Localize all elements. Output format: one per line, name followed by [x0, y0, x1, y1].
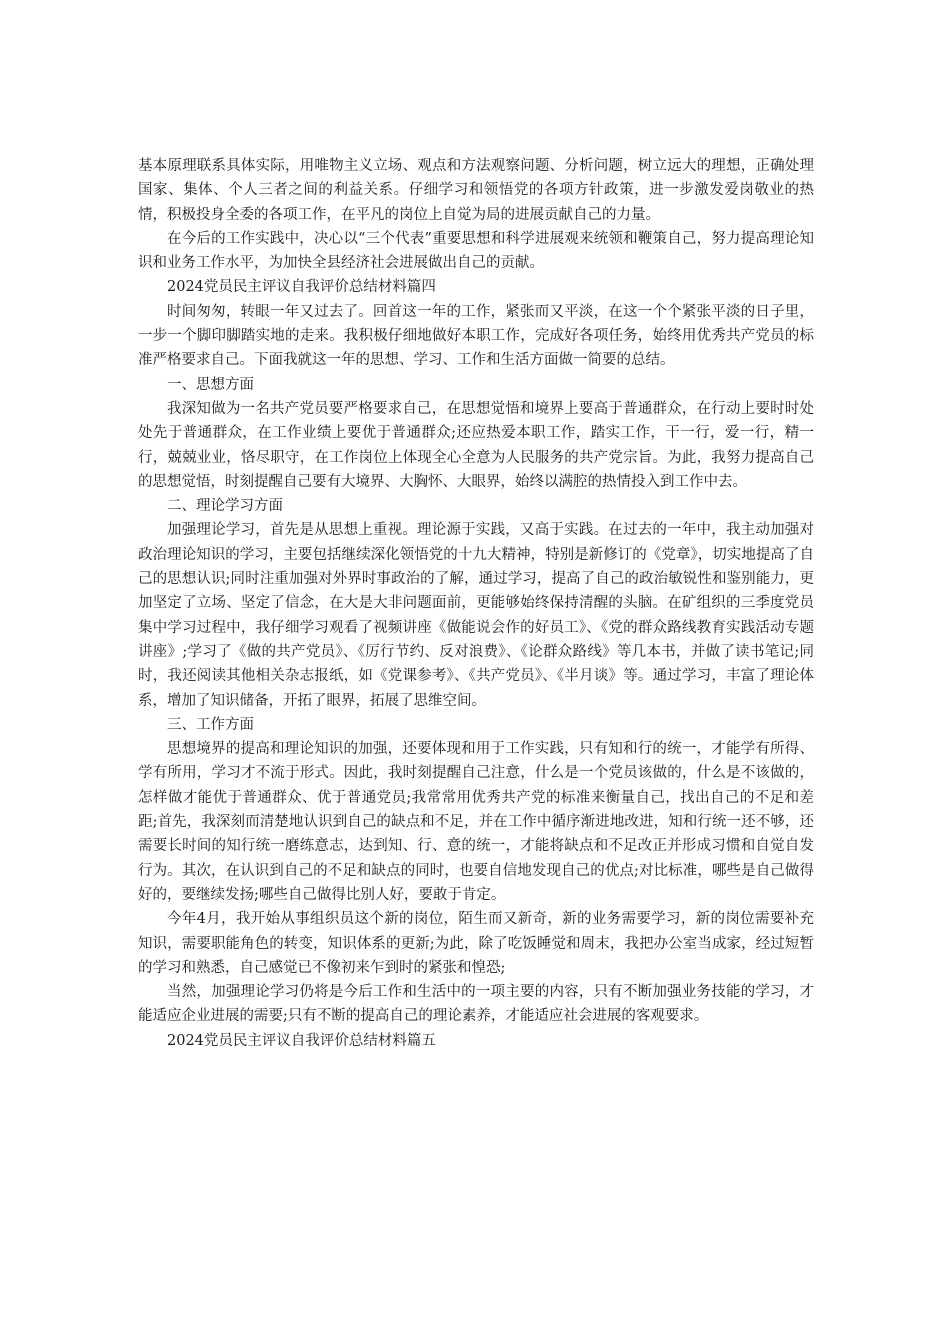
heading-work: 三、工作方面 [167, 716, 254, 733]
paragraph-continuation: 基本原理联系具体实际，用唯物主义立场、观点和方法观察问题、分析问题，树立远大的理想，正确处理国家、集体、个人三者之间的利益关系。仔细学习和领悟党的各项方针政策，进一步激发爱岗敬业的热情，积极投身全委的各项工作，在平凡的岗位上自觉为局的进展贡献自己的力量。 [138, 158, 814, 223]
section-title-part-five: 2024党员民主评议自我评价总结材料篇五 [167, 1032, 436, 1049]
paragraph-intro: 时间匆匆，转眼一年又过去了。回首这一年的工作，紧张而又平淡，在这一个个紧张平淡的日子里，一步一个脚印脚踏实地的走来。我积极仔细地做好本职工作，完成好各项任务，始终用优秀共产党员的标准严格要求自己。下面我就这一年的思想、学习、工作和生活方面做一简要的总结。 [138, 303, 814, 369]
paragraph-conclusion: 当然，加强理论学习仍将是今后工作和生活中的一项主要的内容，只有不断加强业务技能的学习，才能适应企业进展的需要;只有不断的提高自己的理论素养，才能适应社会进展的客观要求。 [138, 984, 814, 1025]
paragraph-thought: 我深知做为一名共产党员要严格要求自己，在思想觉悟和境界上要高于普通群众，在行动上要时时处处先于普通群众，在工作业绩上要优于普通群众;还应热爱本职工作，踏实工作，干一行，爱一行，精一行，兢兢业业，恪尽职守，在工作岗位上体现全心全意为人民服务的共产党宗旨。为此，我努力提高自己的思想觉悟，时刻提醒自己要有大境界、大胸怀、大眼界，始终以满腔的热情投入到工作中去。 [138, 400, 814, 490]
heading-thought: 一、思想方面 [167, 376, 254, 393]
document-page [138, 154, 814, 1053]
heading-theory-study: 二、理论学习方面 [167, 498, 283, 515]
paragraph-theory-study: 加强理论学习，首先是从思想上重视。理论源于实践，又高于实践。在过去的一年中，我主动加强对政治理论知识的学习，主要包括继续深化领悟党的十九大精神，特别是新修订的《党章》，切实地提高了自己的思想认识;同时注重加强对外界时事政治的了解，通过学习，提高了自己的政治敏锐性和鉴别能力，更加坚定了立场、坚定了信念，在大是大非问题面前，更能够始终保持清醒的头脑。在矿组织的三季度党员集中学习过程中，我仔细学习观看了视频讲座《做能说会作的好员工》、《党的群众路线教育实践活动专题讲座》;学习了《做的共产党员》、《厉行节约、反对浪费》、《论群众路线》等几本书，并做了读书笔记;同时，我还阅读其他相关杂志报纸，如《党课参考》、《共产党员》、《半月谈》等。通过学习，丰富了理论体系，增加了知识储备，开拓了眼界，拓展了思维空间。 [138, 522, 814, 709]
paragraph-future-work: 在今后的工作实践中，决心以“三个代表”重要思想和科学进展观来统领和鞭策自己，努力提高理论知识和业务工作水平，为加快全县经济社会进展做出自己的贡献。 [138, 230, 814, 272]
section-title-part-four: 2024党员民主评议自我评价总结材料篇四 [167, 279, 436, 296]
paragraph-new-position: 今年4月，我开始从事组织员这个新的岗位，陌生而又新奇，新的业务需要学习，新的岗位需要补充知识，需要职能角色的转变，知识体系的更新;为此，除了吃饭睡觉和周末，我把办公室当成家，经过短暂的学习和熟悉，自己感觉已不像初来乍到时的紧张和惶恐; [138, 911, 814, 976]
paragraph-work: 思想境界的提高和理论知识的加强，还要体现和用于工作实践，只有知和行的统一，才能学有所得、学有所用，学习才不流于形式。因此，我时刻提醒自己注意，什么是一个党员该做的，什么是不该做的，怎样做才能优于普通群众、优于普通党员;我常常用优秀共产党的标准来衡量自己，找出自己的不足和差距;首先，我深刻而清楚地认识到自己的缺点和不足，并在工作中循序渐进地改进，知和行统一还不够，还需要长时间的知行统一磨练意志，达到知、行、意的统一，才能将缺点和不足改正并形成习惯和自觉自发行为。其次，在认识到自己的不足和缺点的同时，也要自信地发现自己的优点;对比标准，哪些是自己做得好的，要继续发扬;哪些自己做得比别人好，要敢于肯定。 [138, 741, 814, 903]
